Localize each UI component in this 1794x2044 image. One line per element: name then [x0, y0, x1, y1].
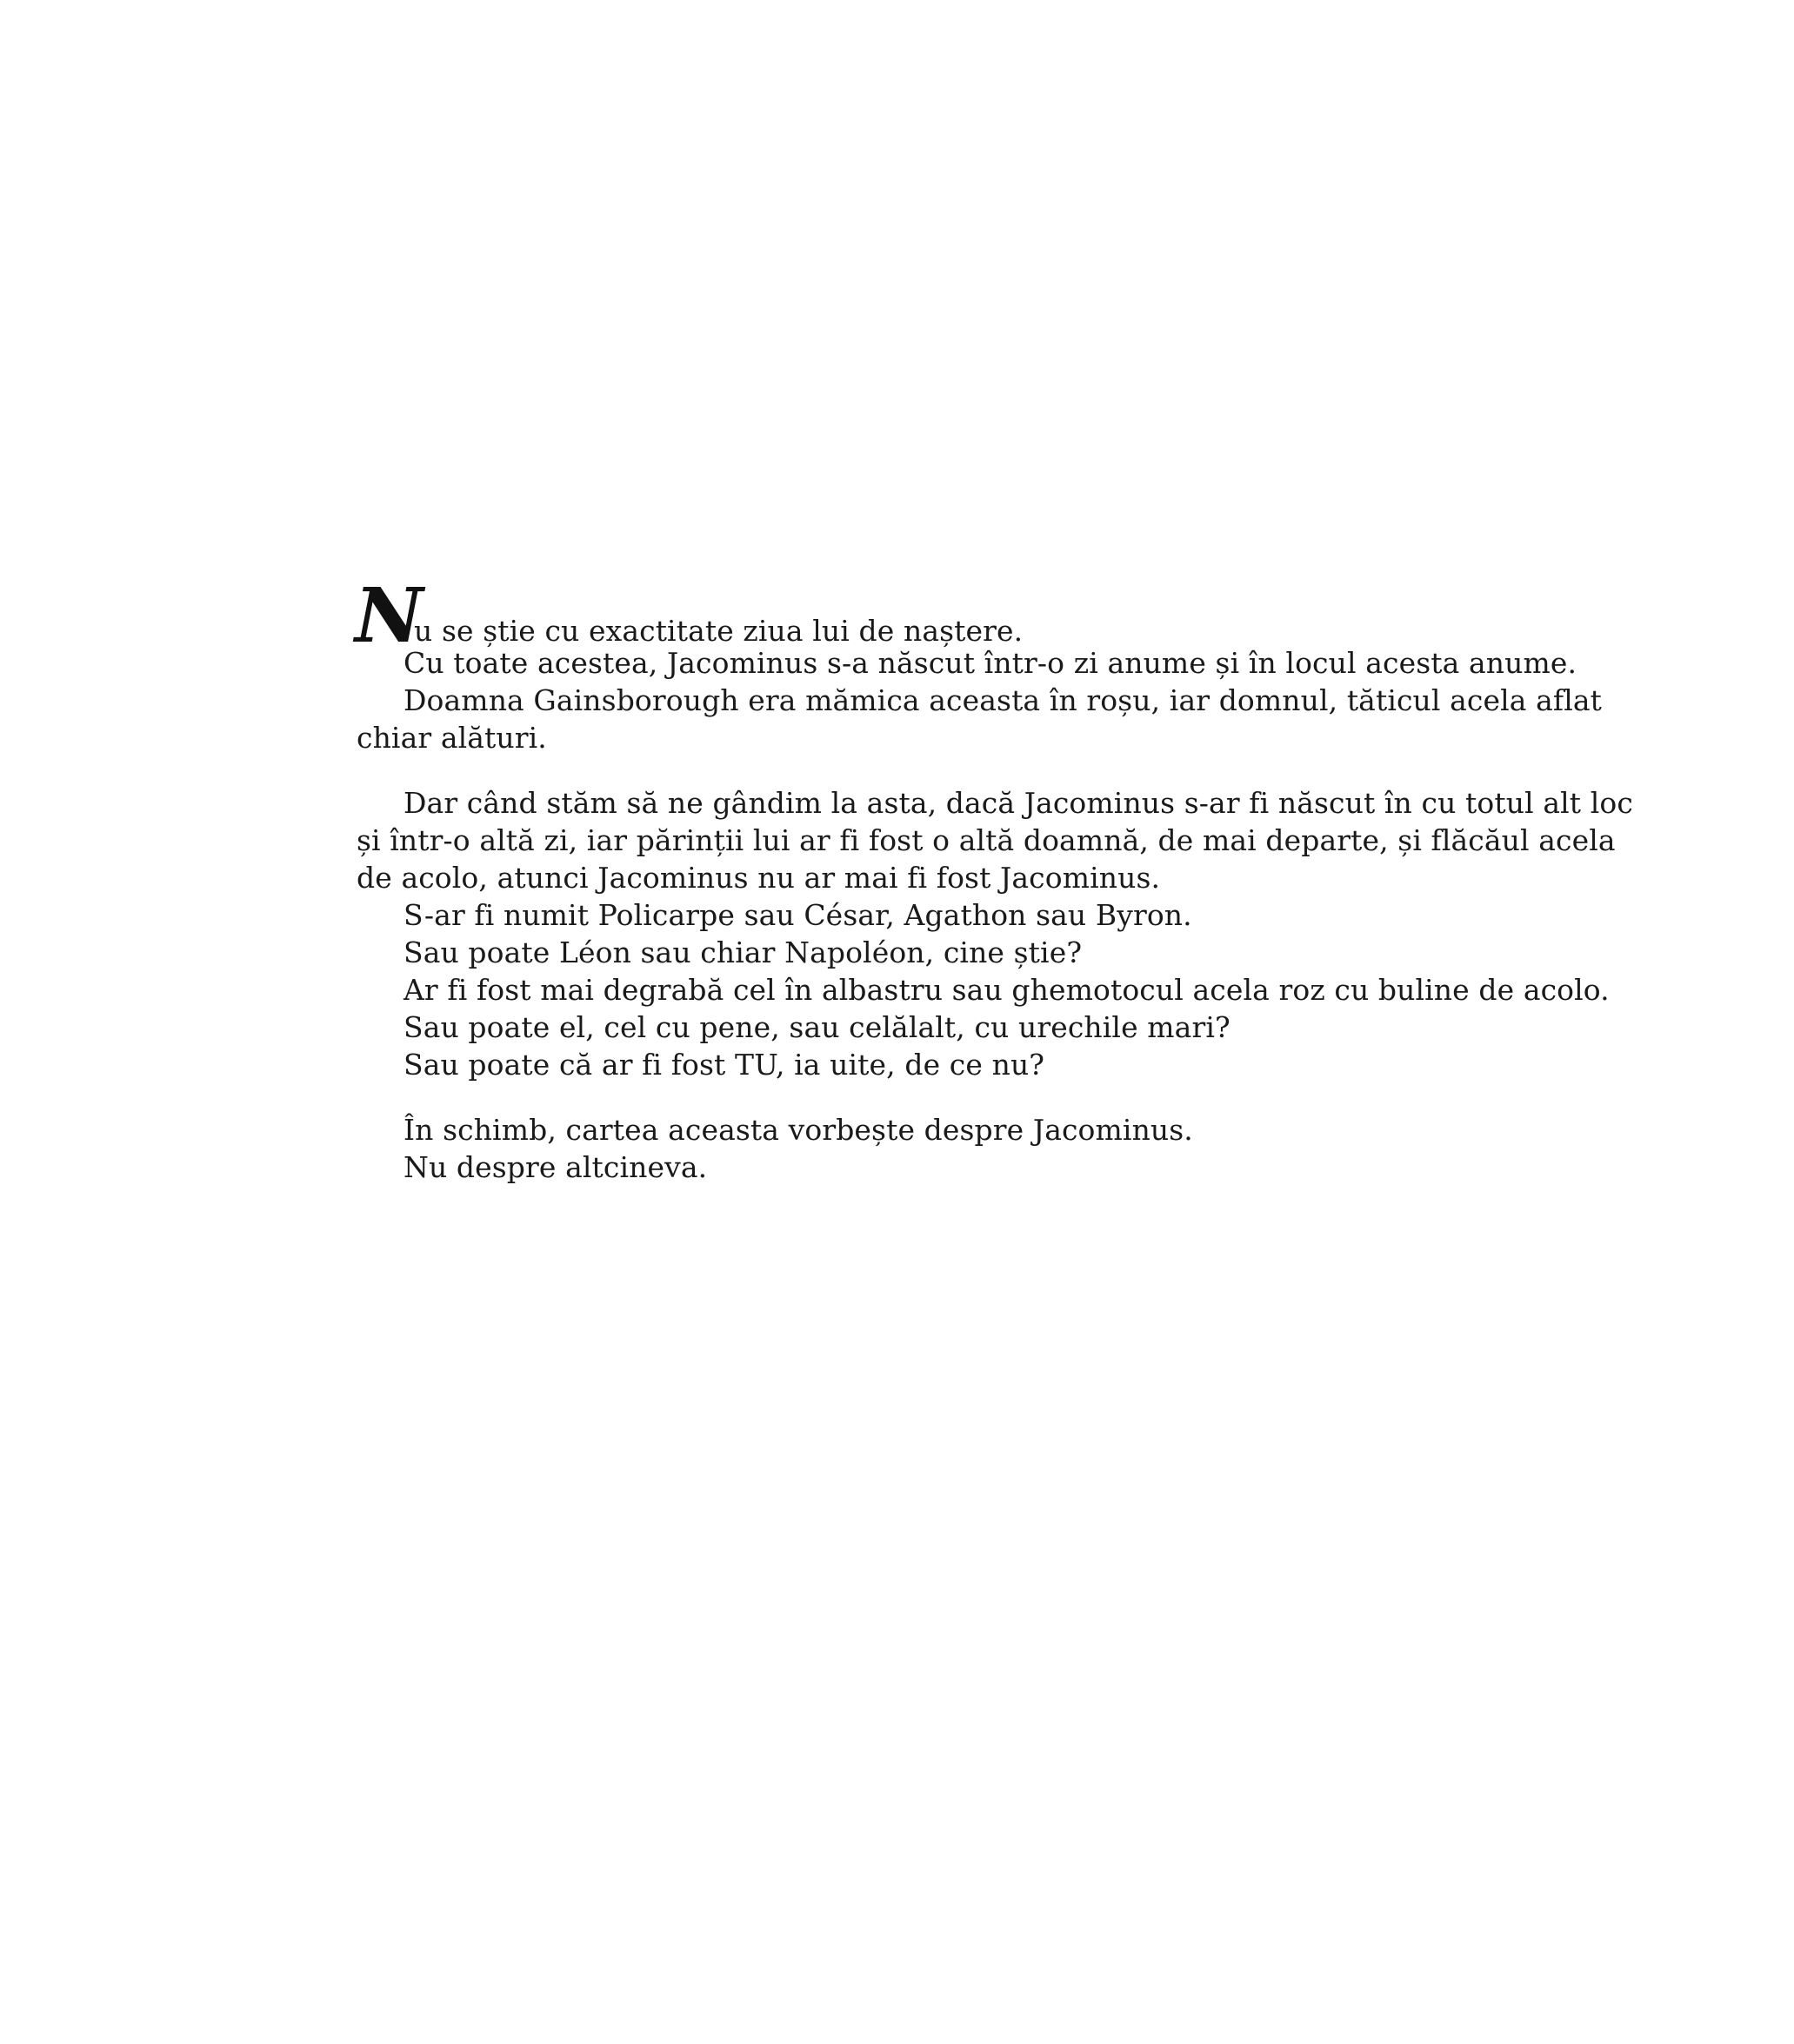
text-line: de acolo, atunci Jacominus nu ar mai fi fost Jacominus.	[357, 861, 1161, 895]
text-line: chiar alături.	[357, 721, 547, 755]
text-line: Dar când stăm să ne gândim la asta, dacă Jacominus s-ar fi născut în cu totul alt loc	[403, 786, 1633, 820]
text-line: S-ar fi numit Policarpe sau César, Agathon sau Byron.	[403, 898, 1192, 932]
text-line: Nu despre altcineva.	[403, 1150, 708, 1184]
text-line: Sau poate Léon sau chiar Napoléon, cine știe?	[403, 935, 1083, 969]
text-line: În schimb, cartea aceasta vorbește despre Jacominus.	[403, 1113, 1193, 1147]
text-line: Sau poate că ar fi fost TU, ia uite, de ce nu?	[403, 1048, 1045, 1082]
paragraph-gap	[357, 756, 1435, 784]
text-line: Sau poate el, cel cu pene, sau celălalt, cu urechile mari?	[403, 1010, 1230, 1044]
opening-line	[355, 572, 1435, 660]
drop-cap: N	[355, 572, 423, 660]
text-line: Cu toate acestea, Jacominus s-a născut într-o zi anume și în locul acesta anume.	[403, 646, 1577, 680]
text-line: Doamna Gainsborough era mămica aceasta în roșu, iar domnul, tăticul acela aflat	[403, 683, 1603, 717]
opening-line-text: u se știe cu exactitate ziua lui de naștere.	[414, 614, 1024, 648]
body-text	[355, 572, 1633, 1186]
text-line: Ar fi fost mai degrabă cel în albastru sau ghemotocul acela roz cu buline de acolo.	[403, 973, 1610, 1007]
text-line: și într-o altă zi, iar părinții lui ar fi fost o altă doamnă, de mai departe, și flăcăul acela	[357, 823, 1616, 857]
paragraph-gap	[357, 1083, 1435, 1111]
